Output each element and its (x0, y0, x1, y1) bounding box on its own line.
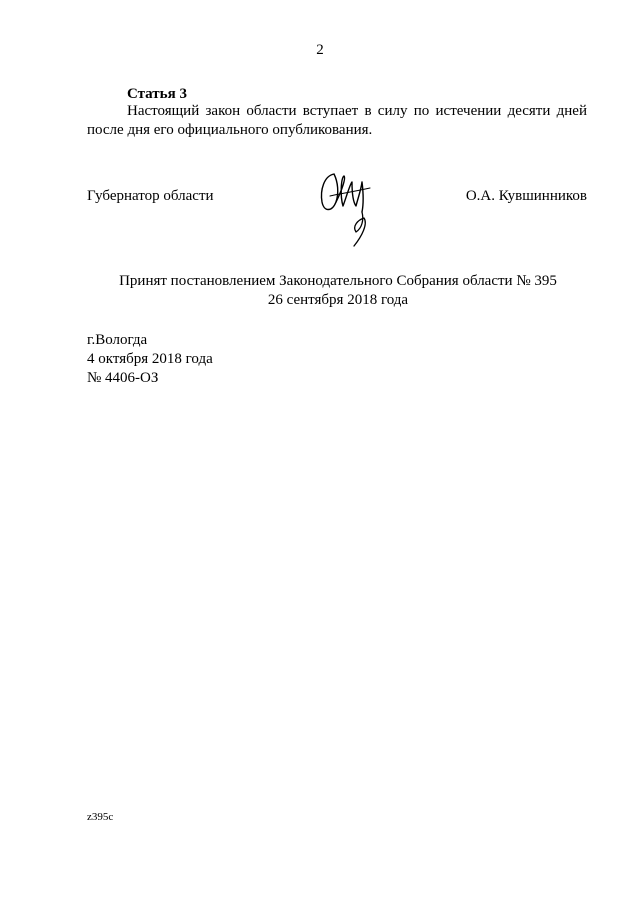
adoption-statement (0, 272, 640, 310)
law-number: № 4406-ОЗ (87, 370, 159, 386)
place-date-number-block (87, 331, 213, 388)
article-title: Статья 3 (127, 86, 187, 102)
page-number: 2 (316, 42, 324, 58)
handwritten-signature-icon (312, 168, 382, 250)
article-body: Настоящий закон области вступает в силу по истечении десяти дней после дня его официального опубликования. (87, 103, 587, 138)
governor-name: О.А. Кувшинников (465, 188, 587, 204)
adoption-line-date: 26 сентября 2018 года (267, 292, 409, 308)
governor-position-label: Губернатор области (87, 188, 214, 204)
adoption-line-resolution: Принят постановлением Законодательного Собрания области № 395 (119, 273, 557, 289)
footer-code: z395c (87, 811, 114, 823)
city: г.Вологда (87, 332, 148, 348)
signing-date: 4 октября 2018 года (87, 351, 213, 367)
